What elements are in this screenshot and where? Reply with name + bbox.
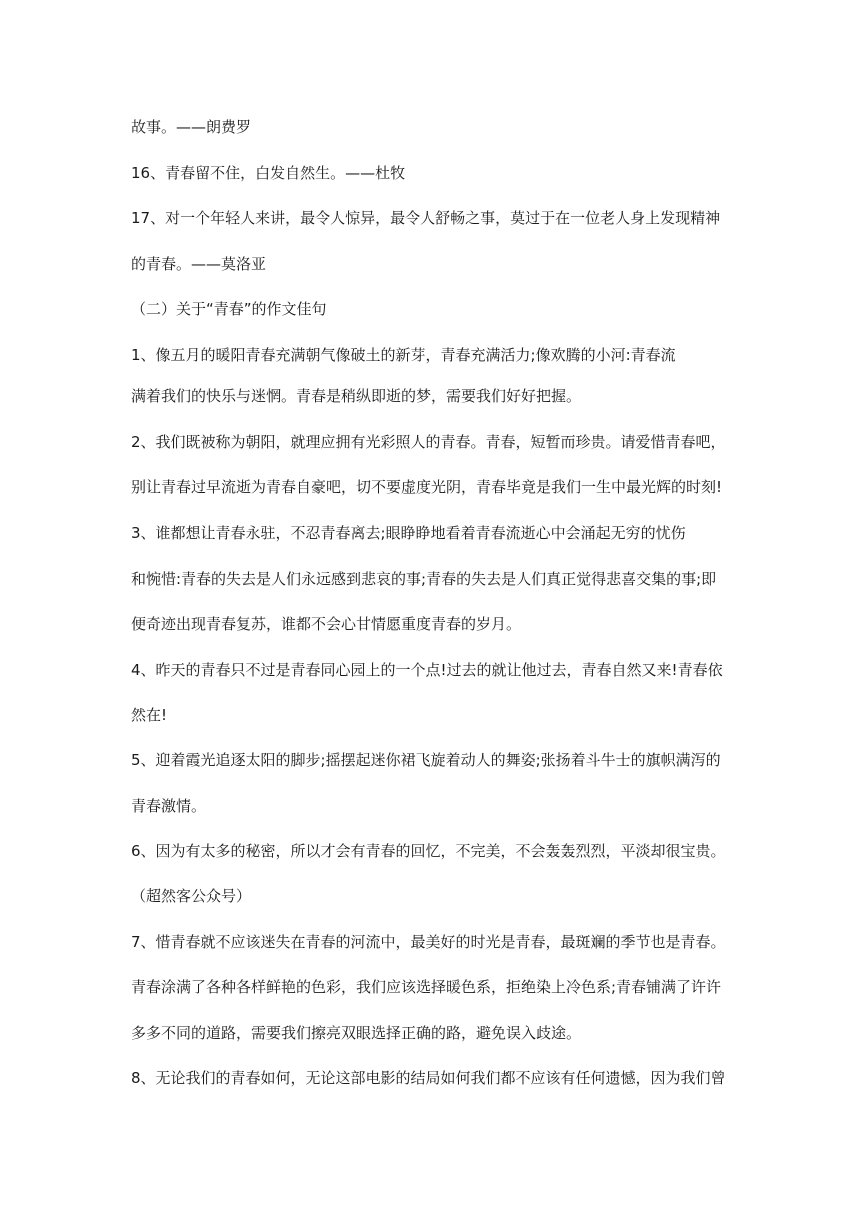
section-heading: （二）关于“青春”的作文佳句: [131, 300, 327, 318]
text-line: 17、对一个年轻人来讲，最令人惊异，最令人舒畅之事，莫过于在一位老人身上发现精神: [131, 209, 721, 227]
text-line: 4、昨天的青春只不过是青春同心园上的一个点!过去的就让他过去，青春自然又来!青春依: [131, 661, 723, 679]
text-line: 7、惜青春就不应该迷失在青春的河流中，最美好的时光是青春，最斑斓的季节也是青春。: [131, 933, 726, 951]
text-line: 16、青春留不住，白发自然生。——杜牧: [131, 164, 406, 182]
text-line: 满着我们的快乐与迷惘。青春是稍纵即逝的梦，需要我们好好把握。: [131, 387, 582, 405]
text-line: 多多不同的道路，需要我们擦亮双眼选择正确的路，避免误入歧途。: [131, 1024, 582, 1042]
text-line: 和惋惜:青春的失去是人们永远感到悲哀的事;青春的失去是人们真正觉得悲喜交集的事;即: [131, 570, 717, 588]
text-line: （超然客公众号）: [131, 887, 252, 905]
text-line: 8、无论我们的青春如何，无论这部电影的结局如何我们都不应该有任何遗憾，因为我们曾: [131, 1069, 726, 1087]
text-line: 6、因为有太多的秘密，所以才会有青春的回忆，不完美，不会轰轰烈烈，平淡却很宝贵。: [131, 842, 726, 860]
text-line: 3、谁都想让青春永驻，不忍青春离去;眼睁睁地看着青春流逝心中会涌起无穷的忧伤: [131, 524, 686, 542]
text-line: 然在!: [131, 706, 168, 724]
text-line: 青春涂满了各种各样鲜艳的色彩，我们应该选择暖色系，拒绝染上冷色系;青春铺满了许许: [131, 978, 722, 996]
text-line: 便奇迹出现青春复苏，谁都不会心甘情愿重度青春的岁月。: [131, 615, 522, 633]
text-line: 故事。——朗费罗: [131, 118, 252, 136]
text-line: 2、我们既被称为朝阳，就理应拥有光彩照人的青春。青春，短暂而珍贵。请爱惜青春吧，: [131, 433, 726, 451]
text-line: 1、像五月的暖阳青春充满朝气像破土的新芽，青春充满活力;像欢腾的小河:青春流: [131, 346, 676, 364]
text-line: 5、迎着霞光追逐太阳的脚步;摇摆起迷你裙飞旋着动人的舞姿;张扬着斗牛士的旗帜满泻的: [131, 751, 721, 769]
text-line: 青春激情。: [131, 797, 207, 815]
text-line: 别让青春过早流逝为青春自豪吧，切不要虚度光阴，青春毕竟是我们一生中最光辉的时刻!: [131, 478, 723, 496]
text-line: 的青春。——莫洛亚: [131, 255, 267, 273]
